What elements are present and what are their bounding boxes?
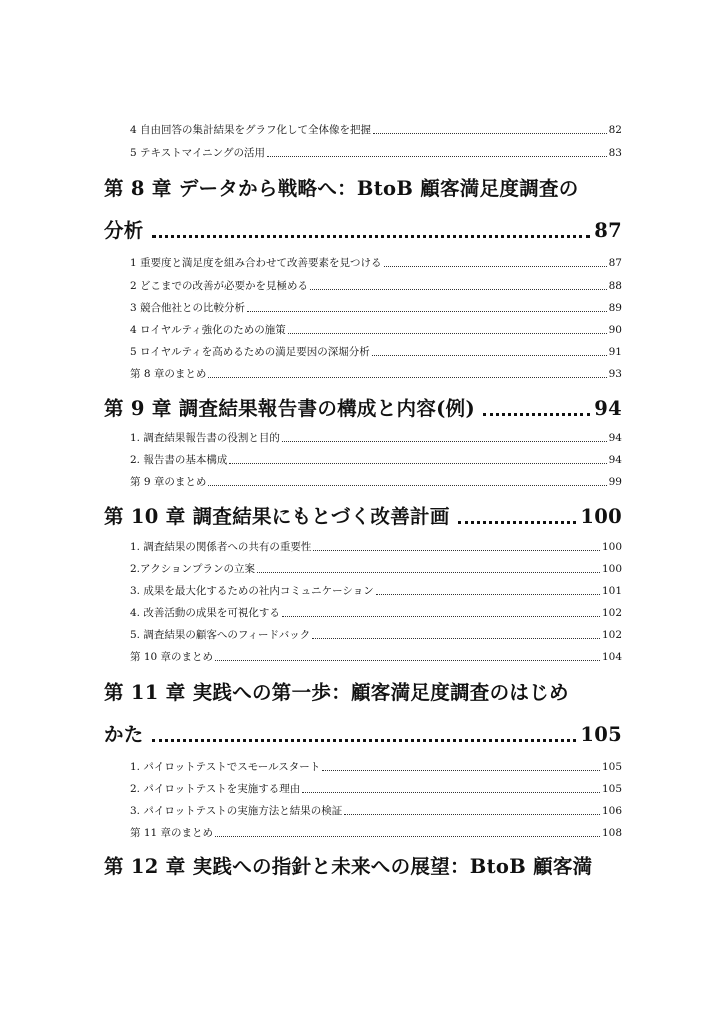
leader-dots	[288, 333, 607, 334]
toc-entry[interactable]	[130, 782, 622, 796]
entry-title: 4. 改善活動の成果を可視化する	[130, 607, 280, 619]
leader-dots	[313, 550, 600, 551]
leader-dots	[215, 836, 600, 837]
toc-entry[interactable]	[130, 323, 622, 337]
entry-title: 1 重要度と満足度を組み合わせて改善要素を見つける	[130, 257, 382, 269]
leader-dots	[312, 638, 600, 639]
leader-dots	[208, 485, 606, 486]
chapter-title: 第 12 章 実践への指針と未来への展望：BtoB 顧客満	[104, 855, 593, 878]
toc-entry[interactable]	[130, 826, 622, 840]
entry-page: 101	[601, 585, 622, 597]
toc-entry[interactable]	[130, 760, 622, 774]
toc-entry[interactable]	[130, 606, 622, 620]
leader-dots	[247, 311, 607, 312]
chapter-12-heading[interactable]	[104, 852, 622, 880]
toc-entry[interactable]	[130, 279, 622, 293]
toc-entry[interactable]	[130, 628, 622, 642]
leader-dots	[257, 572, 600, 573]
chapter-10-heading[interactable]	[104, 502, 622, 530]
entry-title: 1. 調査結果報告書の役割と目的	[130, 432, 280, 444]
leader-dots	[344, 814, 600, 815]
chapter-page: 105	[580, 723, 622, 746]
entry-page: 100	[601, 541, 622, 553]
entry-title: 2. 報告書の基本構成	[130, 454, 228, 466]
entry-title: 3. 成果を最大化するための社内コミュニケーション	[130, 585, 374, 597]
toc-entry[interactable]	[130, 453, 622, 467]
chapter-title: 第 9 章 調査結果報告書の構成と内容(例)	[104, 397, 475, 420]
entry-page: 82	[608, 124, 622, 136]
toc-entry[interactable]	[130, 475, 622, 489]
leader-dots	[215, 660, 600, 661]
entry-title: 1. 調査結果の関係者への共有の重要性	[130, 541, 312, 553]
leader-dots	[384, 266, 607, 267]
chapter-page: 100	[580, 505, 622, 528]
toc-entry[interactable]	[130, 123, 622, 137]
entry-title: 5 テキストマイニングの活用	[130, 147, 265, 159]
chapter-title: 第 8 章 データから戦略へ：BtoB 顧客満足度調査の	[104, 177, 579, 200]
entry-title: 4 自由回答の集計結果をグラフ化して全体像を把握	[130, 124, 372, 136]
chapter-title: 分析	[104, 219, 144, 242]
entry-title: 5. 調査結果の顧客へのフィードバック	[130, 629, 311, 641]
chapter-title: かた	[104, 723, 144, 746]
toc-entry[interactable]	[130, 431, 622, 445]
chapter-8-heading-cont[interactable]	[104, 216, 622, 244]
leader-dots	[152, 739, 577, 742]
entry-page: 102	[601, 629, 622, 641]
entry-title: 1. パイロットテストでスモールスタート	[130, 761, 321, 773]
toc-entry[interactable]	[130, 650, 622, 664]
leader-dots	[229, 463, 606, 464]
entry-page: 89	[608, 302, 622, 314]
leader-dots	[458, 521, 577, 524]
chapter-9-heading[interactable]	[104, 394, 622, 422]
chapter-title: 第 11 章 実践への第一歩：顧客満足度調査のはじめ	[104, 681, 569, 704]
entry-title: 3. パイロットテストの実施方法と結果の検証	[130, 805, 343, 817]
entry-page: 106	[601, 805, 622, 817]
entry-page: 105	[601, 761, 622, 773]
entry-page: 83	[608, 147, 622, 159]
entry-page: 88	[608, 280, 622, 292]
entry-title: 第 9 章のまとめ	[130, 476, 207, 488]
entry-page: 99	[608, 476, 622, 488]
chapter-11-heading[interactable]	[104, 678, 622, 706]
entry-title: 第 11 章のまとめ	[130, 827, 214, 839]
chapter-title: 第 10 章 調査結果にもとづく改善計画	[104, 505, 450, 528]
chapter-page: 94	[594, 397, 622, 420]
entry-page: 102	[601, 607, 622, 619]
toc-entry[interactable]	[130, 584, 622, 598]
entry-title: 5 ロイヤルティを高めるための満足要因の深堀分析	[130, 346, 370, 358]
entry-page: 91	[608, 346, 622, 358]
leader-dots	[310, 289, 607, 290]
leader-dots	[372, 355, 607, 356]
entry-title: 2 どこまでの改善が必要かを見極める	[130, 280, 309, 292]
entry-page: 94	[608, 432, 622, 444]
entry-title: 4 ロイヤルティ強化のための施策	[130, 324, 286, 336]
toc-entry[interactable]	[130, 562, 622, 576]
toc-entry[interactable]	[130, 301, 622, 315]
chapter-page: 87	[594, 219, 622, 242]
entry-page: 100	[601, 563, 622, 575]
leader-dots	[302, 792, 600, 793]
entry-page: 93	[608, 368, 622, 380]
leader-dots	[282, 441, 607, 442]
toc-entry[interactable]	[130, 256, 622, 270]
entry-title: 2.アクションプランの立案	[130, 563, 255, 575]
entry-title: 3 競合他社との比較分析	[130, 302, 246, 314]
entry-page: 87	[608, 257, 622, 269]
toc-entry[interactable]	[130, 804, 622, 818]
entry-title: 第 10 章のまとめ	[130, 651, 214, 663]
entry-page: 94	[608, 454, 622, 466]
entry-title: 第 8 章のまとめ	[130, 368, 207, 380]
leader-dots	[267, 156, 607, 157]
toc-entry[interactable]	[130, 540, 622, 554]
toc-entry[interactable]	[130, 146, 622, 160]
entry-page: 90	[608, 324, 622, 336]
entry-title: 2. パイロットテストを実施する理由	[130, 783, 301, 795]
toc-entry[interactable]	[130, 367, 622, 381]
leader-dots	[322, 770, 600, 771]
leader-dots	[373, 133, 607, 134]
entry-page: 108	[601, 827, 622, 839]
leader-dots	[483, 413, 590, 416]
leader-dots	[376, 594, 600, 595]
toc-entry[interactable]	[130, 345, 622, 359]
entry-page: 104	[601, 651, 622, 663]
chapter-8-heading[interactable]	[104, 174, 622, 202]
leader-dots	[152, 235, 591, 238]
leader-dots	[282, 616, 600, 617]
chapter-11-heading-cont[interactable]	[104, 720, 622, 748]
entry-page: 105	[601, 783, 622, 795]
leader-dots	[208, 377, 606, 378]
